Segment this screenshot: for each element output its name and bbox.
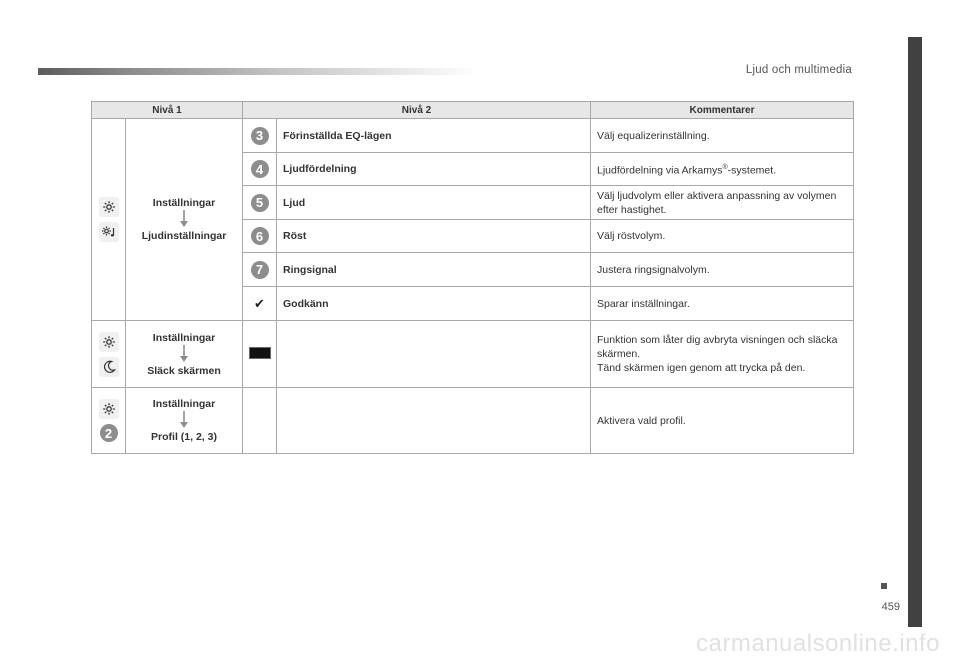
step-badge: 3 [251,127,269,145]
comment [591,321,854,388]
settings-gear-icon [99,197,119,217]
level2-name [277,321,591,388]
level2-name: Godkänn [277,287,591,321]
level1-icons [92,388,126,454]
level2-name: Ringsignal [277,253,591,287]
settings-table [91,101,854,454]
comment: Aktivera vald profil. [591,388,854,454]
level2-name [277,388,591,454]
table-row [92,388,854,454]
arrow-down-icon [179,210,189,228]
level1-label [126,388,243,454]
arrow-down-icon [179,345,189,363]
table-row [92,119,854,153]
profile-2-badge: 2 [100,424,118,442]
sound-settings-icon [99,222,119,242]
chapter-tab-strip [908,37,922,627]
check-icon: ✔ [254,295,265,311]
column-header-comments: Kommentarer [591,102,854,119]
step-badge: 5 [251,194,269,212]
settings-gear-icon [99,332,119,352]
arrow-down-icon [179,411,189,429]
level1-bottom-label: Profil (1, 2, 3) [151,431,217,443]
table-header-row [92,102,854,119]
comment: Sparar inställningar. [591,287,854,321]
column-header-level2: Nivå 2 [243,102,591,119]
level1-label [126,119,243,321]
comment-line: Funktion som låter dig avbryta visningen och släcka skärmen. [597,334,838,360]
settings-gear-icon [99,399,119,419]
step-badge: 7 [251,261,269,279]
level1-bottom-label: Ljudinställningar [141,230,227,242]
level2-name: Förinställda EQ-lägen [277,119,591,153]
level2-name: Röst [277,220,591,253]
comment-line: Tänd skärmen igen genom att trycka på den. [597,362,806,374]
comment: Justera ringsignalvolym. [591,253,854,287]
screen-off-icon [249,347,271,359]
watermark: carmanualsonline.info [696,630,940,657]
level1-icons [92,321,126,388]
column-header-level1: Nivå 1 [92,102,243,119]
comment: Ljudfördelning via Arkamys®-systemet. [591,153,854,186]
level1-top-label: Inställningar [152,398,216,410]
step-badge: 4 [251,160,269,178]
header-gradient-bar [38,68,478,75]
page-number: 459 [881,601,900,613]
level2-name: Ljudfördelning [277,153,591,186]
table-row [92,321,854,388]
level2-name: Ljud [277,186,591,220]
level1-label [126,321,243,388]
profile-badge [98,424,119,442]
comment: Välj röstvolym. [591,220,854,253]
comment: Välj ljudvolym eller aktivera anpassning av volymen efter hastighet. [591,186,854,220]
level1-bottom-label: Släck skärmen [147,364,221,377]
level1-icons [92,119,126,321]
moon-icon [99,357,119,377]
comment: Välj equalizerinställning. [591,119,854,153]
page-marker [881,583,887,589]
level1-top-label: Inställningar [152,197,216,209]
step-badge: 6 [251,227,269,245]
section-title: Ljud och multimedia [745,64,852,76]
level1-top-label: Inställningar [152,331,216,344]
